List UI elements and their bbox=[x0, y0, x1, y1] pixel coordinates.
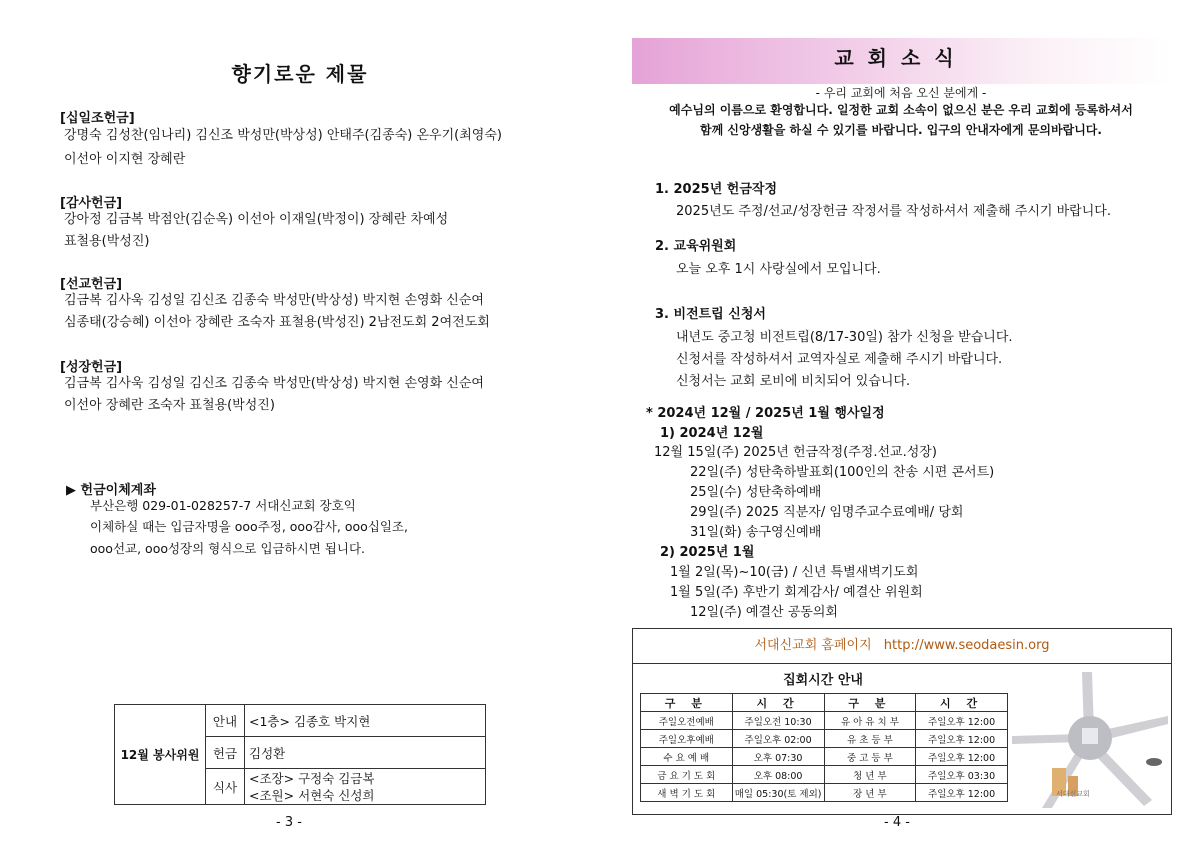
offering-names: 이선아 장혜란 조숙자 표철용(박성진) bbox=[64, 398, 275, 413]
offering-heading-tithe: [십일조헌금] bbox=[60, 111, 135, 126]
offering-names: 강명숙 김성찬(임나리) 김신조 박성만(박상성) 안태주(김종숙) 온우기(최영숙) bbox=[64, 128, 502, 143]
location-map-icon bbox=[1012, 672, 1168, 808]
account-heading: ▶ 헌금이체계좌 bbox=[66, 483, 156, 498]
duty-names: 김성환 bbox=[245, 737, 486, 769]
event-item: 31일(화) 송구영신예배 bbox=[690, 525, 822, 540]
schedule-cell: 금 요 기 도 회 bbox=[641, 766, 733, 784]
duty-names: <조장> 구정숙 김금복 bbox=[249, 770, 375, 786]
news-banner: 교회소식 bbox=[632, 38, 1170, 84]
schedule-title: 집회시간 안내 bbox=[783, 673, 863, 688]
event-item: 22일(주) 성탄축하발표회(100인의 찬송 시편 콘서트) bbox=[690, 465, 995, 480]
section-text: 오늘 오후 1시 사랑실에서 모입니다. bbox=[676, 262, 881, 277]
section-text: 신청서는 교회 로비에 비치되어 있습니다. bbox=[676, 374, 911, 389]
schedule-cell: 주일오후 12:00 bbox=[916, 730, 1008, 748]
welcome-line: 예수님의 이름으로 환영합니다. 일정한 교회 소속이 없으신 분은 우리 교회에 등록하셔서 bbox=[669, 103, 1133, 117]
schedule-cell: 오후 08:00 bbox=[732, 766, 824, 784]
event-item: 12일(주) 예결산 공동의회 bbox=[690, 605, 838, 620]
offering-names: 심종태(강승혜) 이선아 장혜란 조숙자 표철용(박성진) 2남전도회 2여전도회 bbox=[64, 315, 490, 330]
page-number-left: - 3 - bbox=[276, 815, 302, 830]
events-month-heading: 1) 2024년 12월 bbox=[660, 426, 764, 441]
section-text: 2025년도 주정/선교/성장헌금 작정서를 작성하셔서 제출해 주시기 바랍니다. bbox=[676, 204, 1111, 219]
schedule-table bbox=[640, 693, 1008, 802]
homepage-link[interactable]: http://www.seodaesin.org bbox=[883, 638, 1050, 653]
event-item: 1월 5일(주) 후반기 회계감사/ 예결산 위원회 bbox=[670, 585, 923, 600]
schedule-cell: 주일오후 02:00 bbox=[732, 730, 824, 748]
offering-names: 김금복 김사욱 김성일 김신조 김종숙 박성만(박상성) 박지현 손영화 신순여 bbox=[64, 376, 484, 391]
schedule-cell: 주일오후 12:00 bbox=[916, 712, 1008, 730]
offering-heading-growth: [성장헌금] bbox=[60, 360, 123, 375]
homepage-label: 서대신교회 홈페이지 bbox=[754, 638, 872, 653]
schedule-cell: 중 고 등 부 bbox=[824, 748, 916, 766]
section-heading: 3. 비전트립 신청서 bbox=[655, 307, 766, 322]
schedule-cell: 수 요 예 배 bbox=[641, 748, 733, 766]
schedule-cell: 오후 07:30 bbox=[732, 748, 824, 766]
schedule-cell: 장 년 부 bbox=[824, 784, 916, 802]
duty-role: 헌금 bbox=[206, 737, 245, 769]
schedule-cell: 주일오전예배 bbox=[641, 712, 733, 730]
event-item: 25일(수) 성탄축하예배 bbox=[690, 485, 822, 500]
schedule-header: 시 간 bbox=[916, 694, 1008, 712]
account-line: ooo선교, ooo성장의 형식으로 입금하시면 됩니다. bbox=[90, 541, 366, 556]
welcome-line: 함께 신앙생활을 하실 수 있기를 바랍니다. 입구의 안내자에게 문의바랍니다. bbox=[700, 123, 1102, 137]
section-heading: 1. 2025년 헌금작정 bbox=[655, 182, 778, 197]
account-line: 이체하실 때는 입금자명을 ooo주정, ooo감사, ooo십일조, bbox=[90, 519, 408, 534]
offering-names: 김금복 김사욱 김성일 김신조 김종숙 박성만(박상성) 박지현 손영화 신순여 bbox=[64, 293, 484, 308]
map-church-label: 서대신교회 bbox=[1056, 790, 1090, 798]
offering-heading-mission: [선교헌금] bbox=[60, 277, 123, 292]
schedule-cell: 주일오후 12:00 bbox=[916, 748, 1008, 766]
duty-names: <1층> 김종호 박지현 bbox=[245, 705, 486, 737]
welcome-title: - 우리 교회에 처음 오신 분에게 - bbox=[815, 86, 987, 100]
section-heading: 2. 교육위원회 bbox=[655, 239, 737, 254]
duty-role: 식사 bbox=[206, 769, 245, 805]
offering-names: 표철용(박성진) bbox=[64, 234, 150, 249]
schedule-cell: 주일오후예배 bbox=[641, 730, 733, 748]
schedule-cell: 매일 05:30(토 제외) bbox=[732, 784, 824, 802]
schedule-header: 구 분 bbox=[824, 694, 916, 712]
schedule-cell: 유 아 유 치 부 bbox=[824, 712, 916, 730]
duty-table bbox=[114, 704, 486, 805]
schedule-header: 시 간 bbox=[732, 694, 824, 712]
page-title: 향기로운 제물 bbox=[231, 62, 369, 86]
section-text: 내년도 중고청 비전트립(8/17-30일) 참가 신청을 받습니다. bbox=[676, 330, 1013, 345]
schedule-header: 구 분 bbox=[641, 694, 733, 712]
section-text: 신청서를 작성하셔서 교역자실로 제출해 주시기 바랍니다. bbox=[676, 352, 1003, 367]
duty-title: 12월 봉사위원 bbox=[115, 705, 206, 805]
schedule-cell: 주일오후 12:00 bbox=[916, 784, 1008, 802]
offering-names: 강아정 김금복 박점안(김순옥) 이선아 이재일(박정이) 장혜란 차예성 bbox=[64, 212, 449, 227]
event-item: 1월 2일(목)~10(금) / 신년 특별새벽기도회 bbox=[670, 565, 919, 580]
events-month-heading: 2) 2025년 1월 bbox=[660, 545, 755, 560]
duty-role: 안내 bbox=[206, 705, 245, 737]
duty-names: <조원> 서현숙 신성희 bbox=[249, 787, 375, 803]
schedule-cell: 주일오후 03:30 bbox=[916, 766, 1008, 784]
offering-heading-thanks: [감사헌금] bbox=[60, 196, 123, 211]
offering-names: 이선아 이지현 장혜란 bbox=[64, 152, 186, 167]
schedule-cell: 청 년 부 bbox=[824, 766, 916, 784]
event-item: 29일(주) 2025 직분자/ 임명주교수료예배/ 당회 bbox=[690, 505, 964, 520]
schedule-cell: 유 초 등 부 bbox=[824, 730, 916, 748]
event-item: 12월 15일(주) 2025년 헌금작정(주정.선교.성장) bbox=[654, 445, 937, 460]
page-number-right: - 4 - bbox=[884, 815, 910, 830]
schedule-cell: 주일오전 10:30 bbox=[732, 712, 824, 730]
schedule-cell: 새 벽 기 도 회 bbox=[641, 784, 733, 802]
events-heading: * 2024년 12월 / 2025년 1월 행사일정 bbox=[646, 406, 885, 421]
account-line: 부산은행 029-01-028257-7 서대신교회 장호익 bbox=[90, 498, 356, 513]
